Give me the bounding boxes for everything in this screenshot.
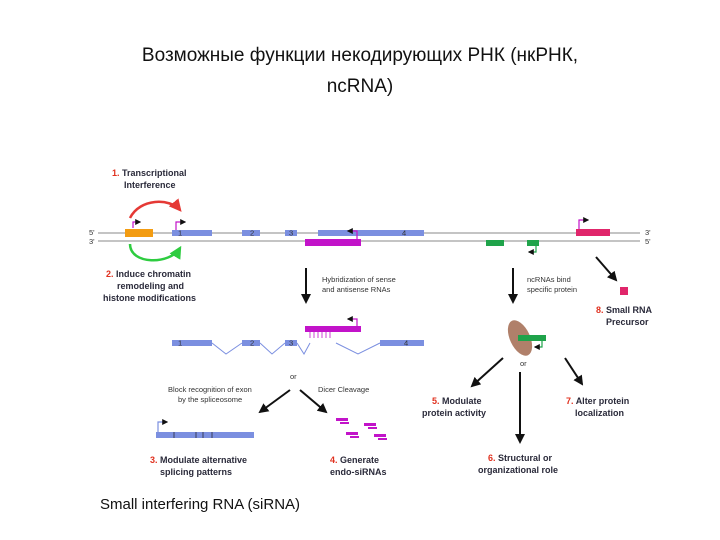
label3-number: 3. xyxy=(150,455,158,465)
exon-1-number: 1 xyxy=(178,228,183,238)
svg-text:8. Small RNA xyxy=(596,305,653,315)
label1-line1: Transcriptional xyxy=(122,168,187,178)
label8-line1: Small RNA xyxy=(606,305,653,315)
arrow-to-localization xyxy=(565,358,582,384)
label4-line1: Generate xyxy=(340,455,380,465)
strand-3-top: 3' xyxy=(645,228,651,237)
label5-number: 5. xyxy=(432,396,440,406)
precursor-gene xyxy=(576,229,610,236)
chromatin-remodeling-arrow xyxy=(130,244,180,260)
label7-line2: localization xyxy=(575,408,625,418)
or-left: or xyxy=(290,372,297,381)
exon-3-number: 3 xyxy=(289,228,294,238)
title-line-1: Возможные функции некодирующих РНК (нкРНК, xyxy=(141,45,579,66)
label8-number: 8. xyxy=(596,305,604,315)
ncrna-gene-a xyxy=(486,240,504,246)
strand-5-bottom: 5' xyxy=(645,237,651,246)
label2-line1: Induce chromatin xyxy=(116,269,192,279)
alt-spliced-transcript xyxy=(156,432,254,438)
exon-4 xyxy=(318,230,424,236)
svg-text:3. Modulate alternative xyxy=(150,455,247,465)
hybrid-antisense-arrow xyxy=(348,319,357,326)
precursor-arrow xyxy=(596,257,616,280)
svg-text:2. Induce chromatin xyxy=(106,269,191,279)
arrow-to-splicing xyxy=(260,390,290,412)
label6-number: 6. xyxy=(488,453,496,463)
antisense-transcript xyxy=(305,239,361,246)
exon-2-number: 2 xyxy=(250,228,255,238)
label4-line2: endo-siRNAs xyxy=(330,467,387,477)
or-right: or xyxy=(520,359,527,368)
label2-line2: remodeling and xyxy=(117,281,185,291)
bound-ncrna-arrow xyxy=(535,341,542,347)
strand-5-top: 5' xyxy=(89,228,95,237)
hybrid-line2: and antisense RNAs xyxy=(322,285,391,294)
footer-sirna-label: Small interfering RNA (siRNA) xyxy=(100,496,301,513)
label-chromatin-remodeling xyxy=(103,269,196,303)
small-rna-precursor xyxy=(620,287,628,295)
precursor-tss-arrow xyxy=(579,220,588,229)
endo-sirnas xyxy=(336,418,387,440)
spliced-exon-4-number: 4 xyxy=(404,338,409,348)
label-generate-endo-sirnas xyxy=(330,455,387,477)
exon-4-number: 4 xyxy=(402,228,407,238)
transcriptional-interference-arrow xyxy=(130,202,180,218)
promoter-region xyxy=(125,229,153,237)
label6-line1: Structural or xyxy=(498,453,553,463)
hybrid-base-pairs xyxy=(310,332,330,338)
ncrna-tss-arrow xyxy=(529,246,536,252)
title-line-2: ncRNA) xyxy=(326,76,394,97)
block-line1: Block recognition of exon xyxy=(168,385,252,394)
svg-text:6. Structural or xyxy=(488,453,553,463)
label2-number: 2. xyxy=(106,269,114,279)
block-line2: by the spliceosome xyxy=(178,395,243,404)
label5-line2: protein activity xyxy=(422,408,487,418)
label5-line1: Modulate xyxy=(442,396,482,406)
label-small-rna-precursor xyxy=(596,305,653,327)
label7-line1: Alter protein xyxy=(575,396,630,406)
spliced-exon-3-number: 3 xyxy=(289,338,294,348)
svg-text:1. Transcriptional xyxy=(112,168,187,178)
arrow-to-protein-activity xyxy=(472,358,503,386)
label-structural-role xyxy=(478,453,558,475)
spliced-exon-2-number: 2 xyxy=(250,338,255,348)
alt-spliced-tss-arrow xyxy=(158,422,167,432)
label-modulate-protein-activity xyxy=(422,396,486,418)
spliced-exon-4 xyxy=(380,340,424,346)
svg-text:7. Alter protein xyxy=(566,396,629,406)
label1-number: 1. xyxy=(112,168,120,178)
dicer-label: Dicer Cleavage xyxy=(318,385,370,394)
spliced-exon-1-number: 1 xyxy=(178,338,183,348)
label-alter-protein-localization xyxy=(566,396,629,418)
svg-text:5. Modulate xyxy=(432,396,482,406)
svg-text:4. Generate xyxy=(330,455,379,465)
promoter-arrow-small xyxy=(133,222,140,228)
label1-line2: Interference xyxy=(124,180,176,190)
label3-line2: splicing patterns xyxy=(160,467,233,477)
label8-line2: Precursor xyxy=(606,317,649,327)
hybrid-line1: Hybridization of sense xyxy=(322,275,396,284)
label7-number: 7. xyxy=(566,396,574,406)
hybrid-antisense-rna xyxy=(305,326,361,332)
ncrna-gene-b xyxy=(527,240,539,246)
label6-line2: organizational role xyxy=(478,465,559,475)
label-modulate-splicing xyxy=(150,455,247,477)
label4-number: 4. xyxy=(330,455,338,465)
label2-line3: histone modifications xyxy=(103,293,197,303)
ncbind-line2: specific protein xyxy=(527,285,578,294)
strand-3-bottom: 3' xyxy=(89,237,95,246)
label3-line1: Modulate alternative xyxy=(160,455,248,465)
ncbind-line1: ncRNAs bind xyxy=(527,275,571,284)
bound-ncrna xyxy=(518,335,546,341)
label-transcriptional-interference xyxy=(112,168,187,190)
